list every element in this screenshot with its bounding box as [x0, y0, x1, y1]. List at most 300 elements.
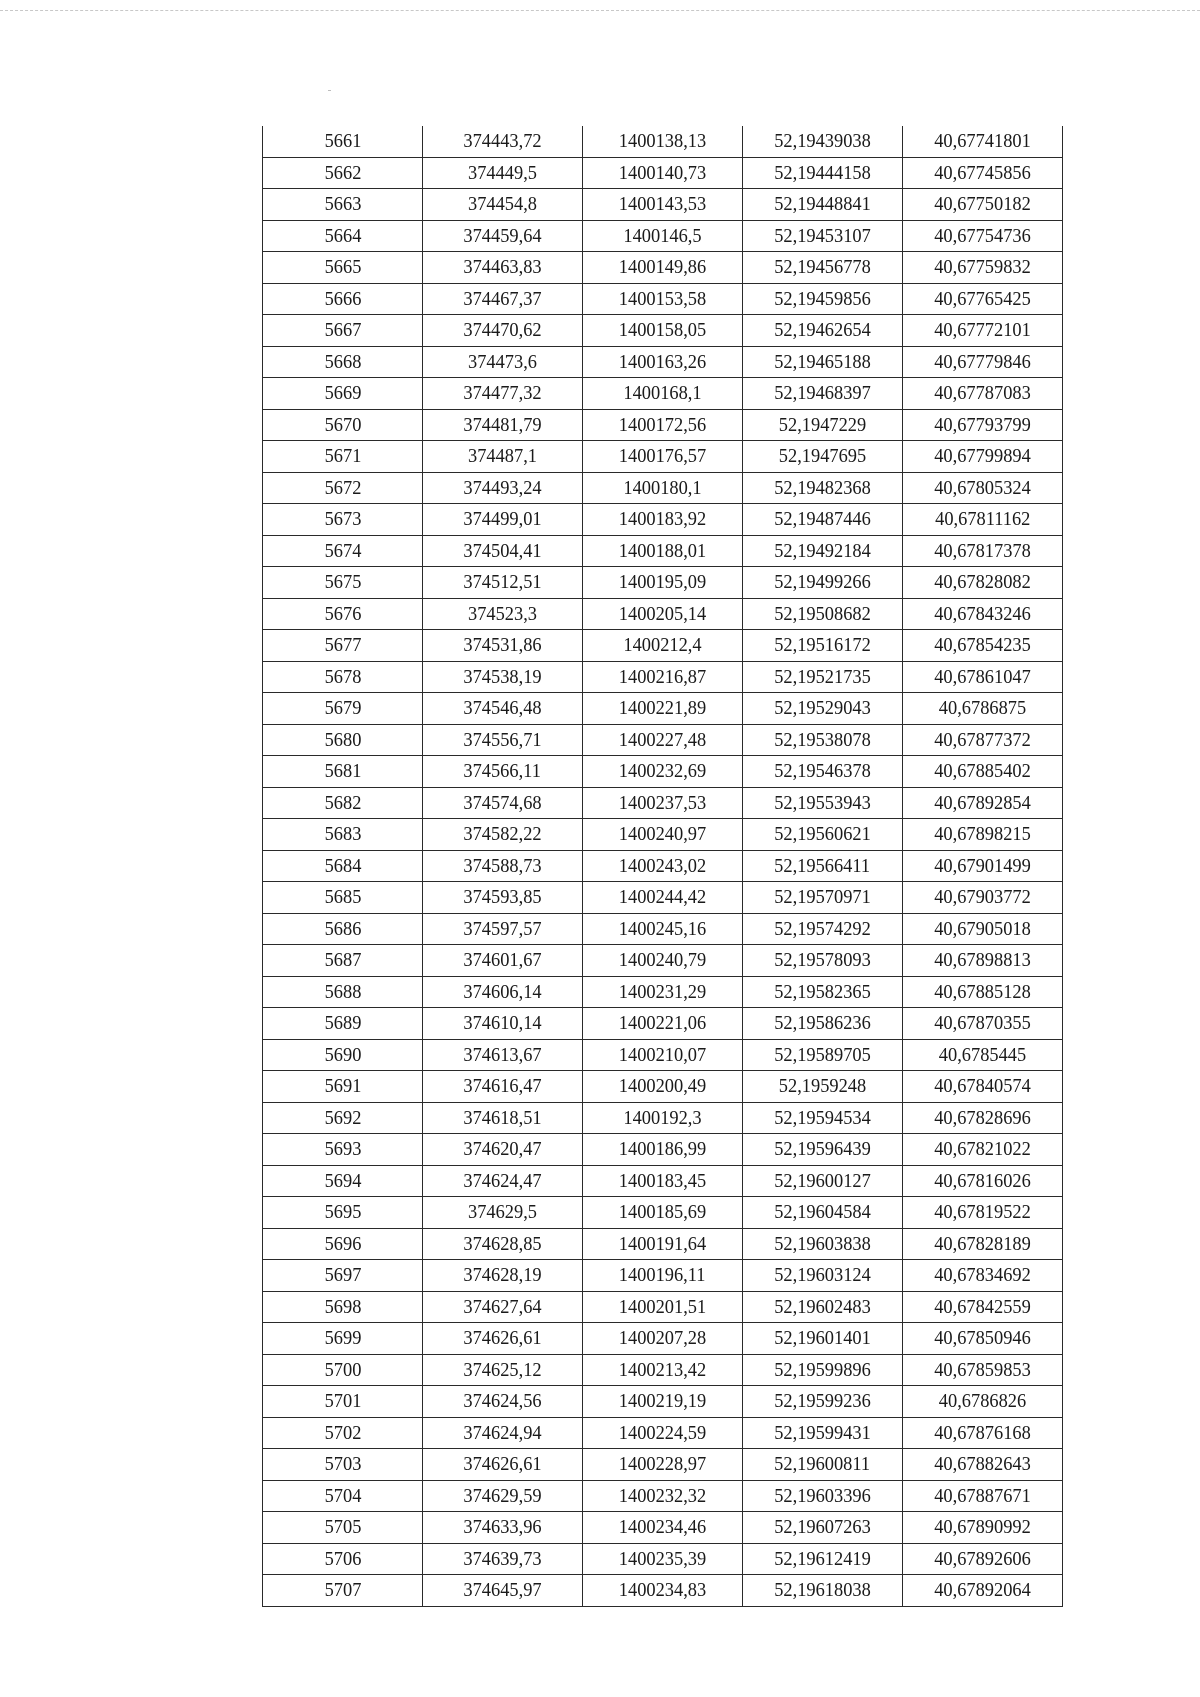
- table-row: [263, 535, 1063, 567]
- x-coordinate-value: 374628,85: [463, 1232, 542, 1255]
- longitude-cell: [903, 724, 1063, 756]
- y-coordinate-cell: [583, 693, 743, 725]
- point-number-cell: [263, 693, 423, 725]
- x-coordinate-cell: [423, 1102, 583, 1134]
- latitude-cell: [743, 1134, 903, 1166]
- y-coordinate-value: 1400210,07: [618, 1043, 707, 1066]
- point-number-value: 5703: [324, 1453, 361, 1476]
- latitude-value: 52,19516172: [774, 634, 871, 657]
- latitude-cell: [743, 220, 903, 252]
- x-coordinate-cell: [423, 724, 583, 756]
- x-coordinate-value: 374493,24: [463, 476, 542, 499]
- point-number-value: 5700: [324, 1358, 361, 1381]
- longitude-cell: [903, 346, 1063, 378]
- y-coordinate-cell: [583, 567, 743, 599]
- longitude-value: 40,67840574: [934, 1075, 1031, 1098]
- latitude-value: 52,19603124: [774, 1264, 871, 1287]
- x-coordinate-value: 374546,48: [463, 697, 542, 720]
- table-row: [263, 850, 1063, 882]
- point-number-value: 5662: [324, 161, 361, 184]
- x-coordinate-cell: [423, 882, 583, 914]
- latitude-cell: [743, 1071, 903, 1103]
- latitude-cell: [743, 630, 903, 662]
- point-number-value: 5683: [324, 823, 361, 846]
- longitude-cell: [903, 189, 1063, 221]
- longitude-cell: [903, 1102, 1063, 1134]
- y-coordinate-cell: [583, 535, 743, 567]
- point-number-cell: [263, 1134, 423, 1166]
- y-coordinate-cell: [583, 598, 743, 630]
- latitude-value: 52,19492184: [774, 539, 871, 562]
- x-coordinate-value: 374459,64: [463, 224, 542, 247]
- x-coordinate-cell: [423, 252, 583, 284]
- longitude-value: 40,67901499: [934, 854, 1031, 877]
- point-number-cell: [263, 441, 423, 473]
- latitude-cell: [743, 661, 903, 693]
- longitude-cell: [903, 1512, 1063, 1544]
- longitude-value: 40,67805324: [934, 476, 1031, 499]
- y-coordinate-value: 1400146,5: [623, 224, 702, 247]
- y-coordinate-cell: [583, 819, 743, 851]
- table-row: [263, 1543, 1063, 1575]
- point-number-value: 5668: [324, 350, 361, 373]
- latitude-cell: [743, 1228, 903, 1260]
- point-number-cell: [263, 157, 423, 189]
- x-coordinate-value: 374620,47: [463, 1138, 542, 1161]
- longitude-value: 40,67828189: [934, 1232, 1031, 1255]
- longitude-value: 40,67854235: [934, 634, 1031, 657]
- x-coordinate-value: 374582,22: [463, 823, 542, 846]
- x-coordinate-cell: [423, 1228, 583, 1260]
- y-coordinate-cell: [583, 252, 743, 284]
- x-coordinate-cell: [423, 1134, 583, 1166]
- x-coordinate-cell: [423, 472, 583, 504]
- x-coordinate-cell: [423, 1480, 583, 1512]
- point-number-cell: [263, 1102, 423, 1134]
- longitude-cell: [903, 283, 1063, 315]
- table-row: [263, 1228, 1063, 1260]
- x-coordinate-value: 374588,73: [463, 854, 542, 877]
- y-coordinate-cell: [583, 1291, 743, 1323]
- x-coordinate-cell: [423, 1323, 583, 1355]
- x-coordinate-cell: [423, 850, 583, 882]
- y-coordinate-value: 1400149,86: [618, 256, 707, 279]
- x-coordinate-cell: [423, 441, 583, 473]
- y-coordinate-value: 1400188,01: [618, 539, 707, 562]
- latitude-value: 52,19604584: [774, 1201, 871, 1224]
- y-coordinate-cell: [583, 1480, 743, 1512]
- longitude-cell: [903, 850, 1063, 882]
- latitude-cell: [743, 1260, 903, 1292]
- x-coordinate-cell: [423, 1354, 583, 1386]
- point-number-cell: [263, 1071, 423, 1103]
- latitude-value: 52,19538078: [774, 728, 871, 751]
- latitude-value: 52,19601401: [774, 1327, 871, 1350]
- point-number-value: 5681: [324, 760, 361, 783]
- latitude-cell: [743, 1417, 903, 1449]
- x-coordinate-value: 374556,71: [463, 728, 542, 751]
- y-coordinate-value: 1400140,73: [618, 161, 707, 184]
- coordinates-table: [262, 126, 1063, 1607]
- point-number-value: 5685: [324, 886, 361, 909]
- y-coordinate-cell: [583, 315, 743, 347]
- y-coordinate-value: 1400213,42: [618, 1358, 707, 1381]
- latitude-cell: [743, 850, 903, 882]
- latitude-value: 52,19596439: [774, 1138, 871, 1161]
- x-coordinate-cell: [423, 1417, 583, 1449]
- x-coordinate-value: 374523,3: [468, 602, 537, 625]
- y-coordinate-cell: [583, 913, 743, 945]
- table-row: [263, 1008, 1063, 1040]
- longitude-value: 40,67877372: [934, 728, 1031, 751]
- latitude-value: 52,19612419: [774, 1547, 871, 1570]
- y-coordinate-cell: [583, 378, 743, 410]
- latitude-value: 52,19599896: [774, 1358, 871, 1381]
- longitude-value: 40,67828082: [934, 571, 1031, 594]
- y-coordinate-value: 1400243,02: [618, 854, 707, 877]
- table-row: [263, 787, 1063, 819]
- x-coordinate-cell: [423, 157, 583, 189]
- x-coordinate-value: 374626,61: [463, 1327, 542, 1350]
- table-row: [263, 220, 1063, 252]
- latitude-value: 52,19444158: [774, 161, 871, 184]
- x-coordinate-cell: [423, 630, 583, 662]
- x-coordinate-value: 374487,1: [468, 445, 537, 468]
- latitude-value: 52,19566411: [774, 854, 871, 877]
- x-coordinate-cell: [423, 756, 583, 788]
- point-number-cell: [263, 1039, 423, 1071]
- longitude-value: 40,67850946: [934, 1327, 1031, 1350]
- point-number-cell: [263, 1228, 423, 1260]
- longitude-value: 40,67887671: [934, 1484, 1031, 1507]
- latitude-value: 52,19599236: [774, 1390, 871, 1413]
- y-coordinate-cell: [583, 850, 743, 882]
- point-number-value: 5698: [324, 1295, 361, 1318]
- y-coordinate-cell: [583, 441, 743, 473]
- longitude-cell: [903, 1228, 1063, 1260]
- latitude-value: 52,19574292: [774, 917, 871, 940]
- point-number-cell: [263, 850, 423, 882]
- point-number-cell: [263, 598, 423, 630]
- x-coordinate-cell: [423, 535, 583, 567]
- y-coordinate-value: 1400240,97: [618, 823, 707, 846]
- x-coordinate-cell: [423, 945, 583, 977]
- y-coordinate-cell: [583, 882, 743, 914]
- longitude-value: 40,67821022: [934, 1138, 1031, 1161]
- table-row: [263, 1260, 1063, 1292]
- longitude-cell: [903, 1291, 1063, 1323]
- y-coordinate-cell: [583, 1039, 743, 1071]
- x-coordinate-value: 374606,14: [463, 980, 542, 1003]
- y-coordinate-cell: [583, 157, 743, 189]
- x-coordinate-value: 374531,86: [463, 634, 542, 657]
- point-number-value: 5695: [324, 1201, 361, 1224]
- latitude-value: 52,19448841: [774, 193, 871, 216]
- latitude-cell: [743, 882, 903, 914]
- y-coordinate-value: 1400186,99: [618, 1138, 707, 1161]
- latitude-cell: [743, 1102, 903, 1134]
- y-coordinate-value: 1400195,09: [618, 571, 707, 594]
- point-number-cell: [263, 1323, 423, 1355]
- longitude-cell: [903, 1575, 1063, 1607]
- point-number-cell: [263, 1165, 423, 1197]
- longitude-cell: [903, 1480, 1063, 1512]
- longitude-cell: [903, 1417, 1063, 1449]
- x-coordinate-cell: [423, 126, 583, 157]
- y-coordinate-value: 1400219,19: [618, 1390, 707, 1413]
- point-number-value: 5675: [324, 571, 361, 594]
- table-row: [263, 945, 1063, 977]
- table-row: [263, 472, 1063, 504]
- y-coordinate-cell: [583, 1260, 743, 1292]
- x-coordinate-value: 374645,97: [463, 1579, 542, 1602]
- y-coordinate-cell: [583, 1165, 743, 1197]
- point-number-value: 5669: [324, 382, 361, 405]
- point-number-value: 5701: [324, 1390, 361, 1413]
- x-coordinate-value: 374454,8: [468, 193, 537, 216]
- point-number-value: 5663: [324, 193, 361, 216]
- longitude-value: 40,6786875: [938, 697, 1027, 720]
- latitude-cell: [743, 535, 903, 567]
- x-coordinate-value: 374470,62: [463, 319, 542, 342]
- point-number-value: 5673: [324, 508, 361, 531]
- y-coordinate-value: 1400232,69: [618, 760, 707, 783]
- latitude-cell: [743, 1165, 903, 1197]
- point-number-cell: [263, 819, 423, 851]
- x-coordinate-cell: [423, 913, 583, 945]
- latitude-cell: [743, 1291, 903, 1323]
- longitude-value: 40,67828696: [934, 1106, 1031, 1129]
- point-number-cell: [263, 409, 423, 441]
- x-coordinate-value: 374593,85: [463, 886, 542, 909]
- y-coordinate-value: 1400244,42: [618, 886, 707, 909]
- point-number-value: 5672: [324, 476, 361, 499]
- x-coordinate-value: 374616,47: [463, 1075, 542, 1098]
- point-number-cell: [263, 535, 423, 567]
- longitude-cell: [903, 1354, 1063, 1386]
- y-coordinate-value: 1400172,56: [618, 413, 707, 436]
- y-coordinate-cell: [583, 1197, 743, 1229]
- x-coordinate-cell: [423, 1039, 583, 1071]
- x-coordinate-value: 374463,83: [463, 256, 542, 279]
- x-coordinate-value: 374481,79: [463, 413, 542, 436]
- longitude-value: 40,67745856: [934, 161, 1031, 184]
- y-coordinate-value: 1400232,32: [618, 1484, 707, 1507]
- y-coordinate-cell: [583, 472, 743, 504]
- table-row: [263, 976, 1063, 1008]
- table-row: [263, 882, 1063, 914]
- x-coordinate-value: 374633,96: [463, 1516, 542, 1539]
- point-number-value: 5693: [324, 1138, 361, 1161]
- y-coordinate-cell: [583, 724, 743, 756]
- y-coordinate-value: 1400216,87: [618, 665, 707, 688]
- longitude-value: 40,6786826: [938, 1390, 1027, 1413]
- latitude-cell: [743, 913, 903, 945]
- point-number-cell: [263, 1260, 423, 1292]
- x-coordinate-value: 374538,19: [463, 665, 542, 688]
- table-row: [263, 1197, 1063, 1229]
- longitude-cell: [903, 1449, 1063, 1481]
- latitude-cell: [743, 1480, 903, 1512]
- x-coordinate-cell: [423, 1260, 583, 1292]
- point-number-value: 5680: [324, 728, 361, 751]
- coordinates-table-body: [263, 126, 1063, 1606]
- latitude-cell: [743, 346, 903, 378]
- point-number-value: 5664: [324, 224, 361, 247]
- point-number-value: 5674: [324, 539, 361, 562]
- x-coordinate-value: 374629,5: [468, 1201, 537, 1224]
- longitude-value: 40,67843246: [934, 602, 1031, 625]
- point-number-cell: [263, 787, 423, 819]
- longitude-value: 40,67811162: [934, 508, 1031, 531]
- latitude-value: 52,19553943: [774, 791, 871, 814]
- longitude-value: 40,67885128: [934, 980, 1031, 1003]
- latitude-cell: [743, 504, 903, 536]
- latitude-cell: [743, 819, 903, 851]
- x-coordinate-cell: [423, 189, 583, 221]
- point-number-cell: [263, 1480, 423, 1512]
- x-coordinate-cell: [423, 346, 583, 378]
- x-coordinate-value: 374512,51: [463, 571, 542, 594]
- x-coordinate-cell: [423, 1575, 583, 1607]
- latitude-value: 52,19599431: [774, 1421, 871, 1444]
- y-coordinate-cell: [583, 1228, 743, 1260]
- point-number-cell: [263, 1417, 423, 1449]
- table-row: [263, 1291, 1063, 1323]
- y-coordinate-cell: [583, 1417, 743, 1449]
- x-coordinate-cell: [423, 1008, 583, 1040]
- longitude-value: 40,67892064: [934, 1579, 1031, 1602]
- y-coordinate-value: 1400163,26: [618, 350, 707, 373]
- latitude-value: 52,19487446: [774, 508, 871, 531]
- x-coordinate-cell: [423, 819, 583, 851]
- y-coordinate-value: 1400180,1: [623, 476, 702, 499]
- longitude-value: 40,67859853: [934, 1358, 1031, 1381]
- latitude-value: 52,1947695: [778, 445, 867, 468]
- latitude-cell: [743, 1512, 903, 1544]
- point-number-cell: [263, 1197, 423, 1229]
- point-number-cell: [263, 1354, 423, 1386]
- longitude-value: 40,67892606: [934, 1547, 1031, 1570]
- y-coordinate-cell: [583, 1386, 743, 1418]
- point-number-value: 5704: [324, 1484, 361, 1507]
- table-row: [263, 1480, 1063, 1512]
- point-number-value: 5707: [324, 1579, 361, 1602]
- longitude-cell: [903, 504, 1063, 536]
- y-coordinate-value: 1400235,39: [618, 1547, 707, 1570]
- x-coordinate-cell: [423, 1386, 583, 1418]
- point-number-cell: [263, 189, 423, 221]
- y-coordinate-cell: [583, 630, 743, 662]
- x-coordinate-cell: [423, 409, 583, 441]
- point-number-value: 5686: [324, 917, 361, 940]
- point-number-cell: [263, 504, 423, 536]
- latitude-value: 52,19570971: [774, 886, 871, 909]
- longitude-cell: [903, 220, 1063, 252]
- table-row: [263, 378, 1063, 410]
- longitude-cell: [903, 661, 1063, 693]
- point-number-value: 5687: [324, 949, 361, 972]
- y-coordinate-cell: [583, 189, 743, 221]
- y-coordinate-cell: [583, 504, 743, 536]
- longitude-value: 40,67799894: [934, 445, 1031, 468]
- latitude-cell: [743, 1449, 903, 1481]
- y-coordinate-value: 1400183,45: [618, 1169, 707, 1192]
- longitude-cell: [903, 630, 1063, 662]
- table-row: [263, 1575, 1063, 1607]
- table-row: [263, 1039, 1063, 1071]
- latitude-cell: [743, 252, 903, 284]
- latitude-value: 52,19582365: [774, 980, 871, 1003]
- latitude-cell: [743, 1323, 903, 1355]
- point-number-cell: [263, 472, 423, 504]
- x-coordinate-cell: [423, 1512, 583, 1544]
- point-number-value: 5677: [324, 634, 361, 657]
- table-row: [263, 409, 1063, 441]
- point-number-value: 5689: [324, 1012, 361, 1035]
- table-row: [263, 1071, 1063, 1103]
- longitude-cell: [903, 913, 1063, 945]
- longitude-cell: [903, 1386, 1063, 1418]
- y-coordinate-value: 1400234,46: [618, 1516, 707, 1539]
- point-number-value: 5706: [324, 1547, 361, 1570]
- y-coordinate-cell: [583, 756, 743, 788]
- y-coordinate-value: 1400153,58: [618, 287, 707, 310]
- latitude-value: 52,19468397: [774, 382, 871, 405]
- longitude-cell: [903, 882, 1063, 914]
- point-number-value: 5684: [324, 854, 361, 877]
- table-row: [263, 504, 1063, 536]
- scan-edge-line: [0, 10, 1200, 11]
- point-number-cell: [263, 1291, 423, 1323]
- longitude-cell: [903, 1134, 1063, 1166]
- point-number-cell: [263, 567, 423, 599]
- table-row: [263, 283, 1063, 315]
- point-number-cell: [263, 913, 423, 945]
- latitude-value: 52,19618038: [774, 1579, 871, 1602]
- y-coordinate-cell: [583, 976, 743, 1008]
- latitude-value: 52,19462654: [774, 319, 871, 342]
- y-coordinate-cell: [583, 283, 743, 315]
- latitude-cell: [743, 378, 903, 410]
- point-number-value: 5688: [324, 980, 361, 1003]
- table-row: [263, 252, 1063, 284]
- latitude-value: 52,19456778: [774, 256, 871, 279]
- longitude-cell: [903, 945, 1063, 977]
- x-coordinate-value: 374597,57: [463, 917, 542, 940]
- table-row: [263, 567, 1063, 599]
- point-number-cell: [263, 220, 423, 252]
- latitude-value: 52,19603396: [774, 1484, 871, 1507]
- longitude-cell: [903, 1543, 1063, 1575]
- longitude-value: 40,67834692: [934, 1264, 1031, 1287]
- latitude-value: 52,19465188: [774, 350, 871, 373]
- y-coordinate-value: 1400240,79: [618, 949, 707, 972]
- y-coordinate-value: 1400212,4: [623, 634, 702, 657]
- x-coordinate-cell: [423, 378, 583, 410]
- y-coordinate-cell: [583, 1134, 743, 1166]
- longitude-cell: [903, 409, 1063, 441]
- latitude-cell: [743, 693, 903, 725]
- y-coordinate-cell: [583, 126, 743, 157]
- y-coordinate-cell: [583, 1354, 743, 1386]
- longitude-cell: [903, 252, 1063, 284]
- longitude-cell: [903, 693, 1063, 725]
- longitude-value: 40,67779846: [934, 350, 1031, 373]
- y-coordinate-value: 1400192,3: [623, 1106, 702, 1129]
- x-coordinate-cell: [423, 283, 583, 315]
- latitude-value: 52,19508682: [774, 602, 871, 625]
